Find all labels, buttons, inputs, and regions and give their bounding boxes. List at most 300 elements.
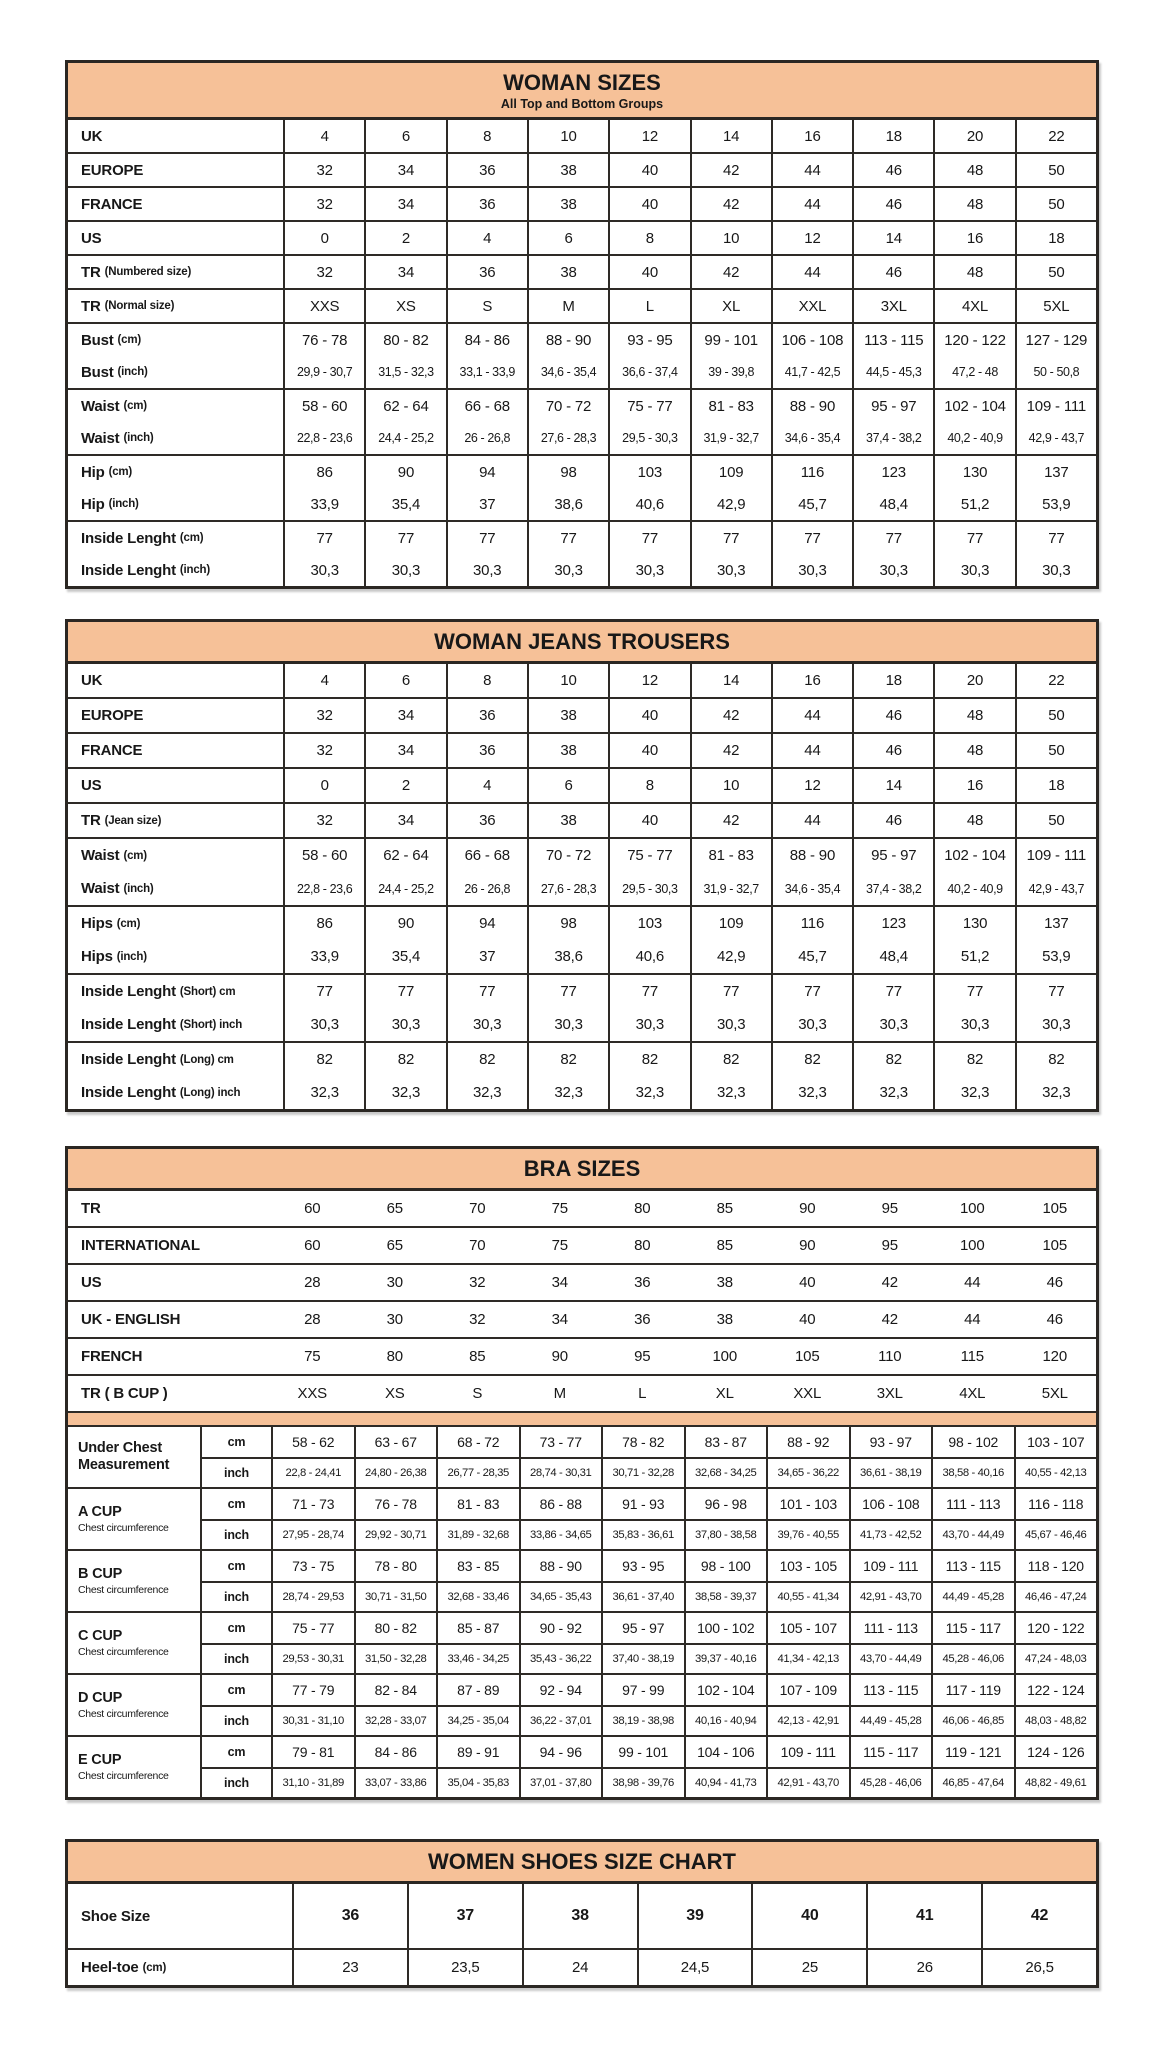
row-label [68,1008,283,1041]
table-row [68,940,1096,973]
row-label [68,256,283,288]
value-cell: 38,6 [527,488,608,520]
row-label-text: Shoe Size [81,1907,151,1925]
value-cell: XL [690,290,771,322]
table-row [68,769,1096,802]
value-cell: 46 [852,804,933,837]
value-cell: 32 [283,188,364,220]
value-cell: 46 [852,154,933,186]
value-cell: 78 - 82 [601,1427,684,1457]
value-cell: 27,95 - 28,74 [271,1519,354,1549]
value-cell: 36 [634,1274,651,1291]
value-cell: 12 [608,664,689,697]
value-cell: 90 [799,1237,816,1254]
row-label [68,356,283,388]
row-label [68,907,283,940]
bra-band-body [68,1191,1096,1411]
value-cell: 24,4 - 25,2 [364,872,445,905]
row-label [68,1675,200,1735]
value-cell: 4XL [959,1385,986,1402]
value-cell: 113 - 115 [849,1675,932,1705]
value-cell: 44 [771,188,852,220]
value-cell: 32,3 [852,1076,933,1109]
row-label [68,1302,271,1337]
value-cell: 46 [852,734,933,767]
value-cell: 53,9 [1015,488,1096,520]
row-label [68,1427,200,1487]
value-cell: 27,6 - 28,3 [527,422,608,454]
value-cell: 39,76 - 40,55 [766,1519,849,1549]
row-label-text: EUROPE [81,161,144,179]
value-cell: 37 [446,940,527,973]
value-cell: 42,13 - 42,91 [766,1705,849,1735]
value-cell: 41 [866,1884,981,1948]
value-cell: 109 - 111 [1015,839,1096,872]
value-cell: 98 [527,907,608,940]
row-label [68,1737,200,1797]
table-header [68,1149,1096,1191]
value-cell: 95 [634,1348,651,1365]
value-cell: 115 [960,1348,984,1365]
unit-cell: inch [200,1767,271,1797]
value-cell: 42 [690,734,771,767]
value-cell: 78 - 80 [354,1551,437,1581]
value-cell: 77 - 79 [271,1675,354,1705]
row-group [68,220,1096,254]
table-row [68,1884,1096,1948]
value-cell: 104 - 106 [684,1737,767,1767]
row-label [68,324,283,356]
value-cell: 37,40 - 38,19 [601,1643,684,1673]
value-cell: 46,46 - 47,24 [1014,1581,1097,1611]
value-cell: 115 - 117 [849,1737,932,1767]
value-cell: 50 [1015,734,1096,767]
value-cell: 77 [690,522,771,554]
value-cell: 46,85 - 47,64 [931,1767,1014,1797]
value-cell: 10 [690,769,771,802]
value-cell: 75 [304,1348,321,1365]
value-cell: 46 [1046,1311,1063,1328]
value-cell: 32 [283,154,364,186]
value-cell: 77 [364,522,445,554]
row-group [68,120,1096,152]
value-cell: 81 - 83 [690,839,771,872]
row-label-sub: Chest circumference [78,1522,169,1535]
value-cell: 60 [304,1200,321,1217]
value-cell: 109 - 111 [849,1551,932,1581]
value-cell: 36,61 - 38,19 [849,1457,932,1487]
value-cell: 32,68 - 34,25 [684,1457,767,1487]
value-cell: 85 - 87 [436,1613,519,1643]
row-group [68,1374,1096,1411]
value-cell: 30,71 - 31,50 [354,1581,437,1611]
value-cell: 100 [960,1237,985,1254]
value-cell: 28,74 - 29,53 [271,1581,354,1611]
row-label-text: Waist [81,397,120,415]
value-cell: 5XL [1041,1385,1068,1402]
value-cell: 66 - 68 [446,390,527,422]
row-label [68,1489,200,1549]
value-cell: 47,24 - 48,03 [1014,1643,1097,1673]
value-cell: 123 [852,456,933,488]
value-cell: 8 [608,769,689,802]
value-cell: 63 - 67 [354,1427,437,1457]
row-label-sub: (Long) inch [179,1086,241,1099]
value-cell: XS [364,290,445,322]
value-cell: 82 - 84 [354,1675,437,1705]
row-label-text: A CUP [78,1503,122,1520]
value-cell: 113 - 115 [852,324,933,356]
value-cell: 4 [283,664,364,697]
value-cell: 58 - 62 [271,1427,354,1457]
value-cell: 120 [1042,1348,1067,1365]
value-cell: 35,04 - 35,83 [436,1767,519,1797]
value-cell: 46 [852,699,933,732]
value-cell: 120 - 122 [1014,1613,1097,1643]
value-cell: 102 - 104 [933,839,1014,872]
table-row [68,1191,1096,1226]
value-cell: 75 [551,1200,568,1217]
row-label-text: E CUP [78,1751,122,1768]
table-row [68,290,1096,322]
table-row [68,734,1096,767]
value-cell: 4 [283,120,364,152]
value-cell: 70 - 72 [527,839,608,872]
value-cell: 122 - 124 [1014,1675,1097,1705]
value-cell: 40 [608,154,689,186]
row-group [68,802,1096,837]
value-cell: 94 [446,907,527,940]
row-group [68,288,1096,322]
value-cell: 18 [852,120,933,152]
value-cell: 44 [771,734,852,767]
value-cell: 40,2 - 40,9 [933,422,1014,454]
value-cell: 42,91 - 43,70 [849,1581,932,1611]
value-cell: 110 [878,1348,902,1365]
value-cell: 42 [690,256,771,288]
value-cell: 31,89 - 32,68 [436,1519,519,1549]
value-cell: 115 - 117 [931,1613,1014,1643]
value-cell: 50 [1015,154,1096,186]
value-cell: 30,3 [852,554,933,586]
row-label-text: Under Chest Measurement [78,1440,170,1473]
value-cell: 80 - 82 [364,324,445,356]
table-title: WOMAN JEANS TROUSERS [434,629,730,654]
row-label [68,488,283,520]
value-cell: 24 [522,1950,637,1985]
value-cell: 6 [364,664,445,697]
value-cell: 6 [527,222,608,254]
value-cell: 123 [852,907,933,940]
value-cell: 77 [608,522,689,554]
row-label-text: Inside Lenght [81,1016,176,1033]
value-cell: 42 [690,154,771,186]
value-cell: 39 [637,1884,752,1948]
row-label-text: Waist [81,880,120,897]
row-label-text: TR [81,297,101,315]
row-label-text: UK [81,127,103,145]
value-cell: 124 - 126 [1014,1737,1097,1767]
bra-cup-body [68,1427,1096,1797]
table-row [68,1228,1096,1263]
value-cell: 50 [1015,804,1096,837]
value-cell: 39 - 39,8 [690,356,771,388]
value-cell: 106 - 108 [849,1489,932,1519]
value-cell: 90 - 92 [519,1613,602,1643]
value-cell: 34 [364,734,445,767]
value-cell: 12 [608,120,689,152]
value-cell: 32,3 [446,1076,527,1109]
value-cell: 88 - 90 [771,390,852,422]
value-cell: 42,91 - 43,70 [766,1767,849,1797]
value-cell: 83 - 87 [684,1427,767,1457]
value-cell: 6 [527,769,608,802]
row-label-text: Inside Lenght [81,983,176,1000]
value-cell: 94 - 96 [519,1737,602,1767]
value-cell: 32,3 [527,1076,608,1109]
value-cell: 77 [852,522,933,554]
value-cell: 82 [608,1043,689,1076]
value-cell: 39,37 - 40,16 [684,1643,767,1673]
table-row [68,256,1096,288]
row-label-text: TR [81,812,101,829]
row-group [68,905,1096,973]
value-cell: 48,03 - 48,82 [1014,1705,1097,1735]
value-cell: 16 [933,222,1014,254]
value-cell: L [638,1385,647,1402]
value-cell: 80 [634,1200,651,1217]
value-cell: 34 [364,256,445,288]
value-cell: 103 - 107 [1014,1427,1097,1457]
value-cell: 40 [751,1884,866,1948]
row-label-text: Hip [81,463,105,481]
row-label-text: FRANCE [81,742,143,759]
value-cell: 36,22 - 37,01 [519,1705,602,1735]
value-cell: 100 [712,1348,737,1365]
value-cell: 4 [446,769,527,802]
value-cell: 111 - 113 [849,1613,932,1643]
value-cell: 80 - 82 [354,1613,437,1643]
value-cell: S [446,290,527,322]
row-label-text: TR [81,263,101,281]
value-cell: 10 [527,664,608,697]
value-cell: 38 [716,1274,733,1291]
value-cell: 22,8 - 23,6 [283,872,364,905]
value-cell: 32,68 - 33,46 [436,1581,519,1611]
value-cell: 90 [364,456,445,488]
table-body [68,664,1096,1109]
row-group [68,520,1096,586]
value-cell: 40,6 [608,940,689,973]
value-cell: XXL [793,1385,822,1402]
value-cell: 51,2 [933,940,1014,973]
value-cell: 99 - 101 [690,324,771,356]
value-cell: 44 [771,256,852,288]
row-label-text: Inside Lenght [81,561,176,579]
value-cell: 44 [964,1311,981,1328]
row-label-sub: (cm) [116,917,141,930]
row-label-sub: (cm) [117,334,142,346]
row-label-text: Waist [81,429,120,447]
value-cell: 26,77 - 28,35 [436,1457,519,1487]
value-cell: 36 [446,256,527,288]
table-row [68,356,1096,388]
value-cell: 35,43 - 36,22 [519,1643,602,1673]
row-label-sub: (cm) [108,466,133,478]
value-cell: 48,4 [852,488,933,520]
value-cell: 37,4 - 38,2 [852,872,933,905]
row-label-sub: (inch) [123,432,154,444]
table-row [68,975,1096,1008]
value-cell: 45,67 - 46,46 [1014,1519,1097,1549]
value-cell: 10 [527,120,608,152]
value-cell: 3XL [852,290,933,322]
row-group [68,767,1096,802]
row-label [68,222,283,254]
value-cell: 76 - 78 [283,324,364,356]
value-cell: 103 - 105 [766,1551,849,1581]
value-cell: XXL [771,290,852,322]
value-cell: 88 - 90 [527,324,608,356]
value-cell: 65 [386,1237,403,1254]
value-cell: 48 [933,699,1014,732]
value-cell: 44,49 - 45,28 [931,1581,1014,1611]
value-cell: 30,3 [933,1008,1014,1041]
value-cell: 48 [933,804,1014,837]
value-cell: 38 [527,699,608,732]
row-group [68,454,1096,520]
value-cell: M [553,1385,566,1402]
row-label [68,188,283,220]
value-cell: 34 [551,1274,568,1291]
row-label [68,290,283,322]
value-cell: 34,6 - 35,4 [527,356,608,388]
value-cell: 109 - 111 [1015,390,1096,422]
value-cell: 90 [364,907,445,940]
row-group [68,1041,1096,1109]
table-row [68,1302,1096,1337]
row-group [68,1611,1096,1673]
value-cell: 103 [608,456,689,488]
row-label [68,1076,283,1109]
value-cell: 93 - 95 [601,1551,684,1581]
value-cell: 82 [690,1043,771,1076]
value-cell: 32,3 [1015,1076,1096,1109]
row-label [68,456,283,488]
value-cell: 24,4 - 25,2 [364,422,445,454]
row-label-sub: (cm) [179,532,204,544]
unit-cell: inch [200,1457,271,1487]
value-cell: 76 - 78 [354,1489,437,1519]
value-cell: 29,92 - 30,71 [354,1519,437,1549]
row-label-sub: (inch) [108,498,139,510]
value-cell: 94 [446,456,527,488]
value-cell: 77 [1015,975,1096,1008]
value-cell: 40 [608,188,689,220]
row-group [68,973,1096,1041]
value-cell: 32,3 [364,1076,445,1109]
row-label-sub: (inch) [179,564,211,576]
value-cell: 37 [407,1884,522,1948]
value-cell: 47,2 - 48 [933,356,1014,388]
value-cell: 20 [933,120,1014,152]
row-label [68,1884,292,1948]
value-cell: 20 [933,664,1014,697]
value-cell: 8 [446,120,527,152]
value-cell: 119 - 121 [931,1737,1014,1767]
row-label-text: TR [81,1200,101,1217]
value-cell: 2 [364,222,445,254]
row-label-sub: (Long) cm [179,1053,234,1066]
value-cell: 127 - 129 [1015,324,1096,356]
value-cell: 30,3 [1015,1008,1096,1041]
value-cell: 44 [964,1274,981,1291]
row-label [68,390,283,422]
value-cell: 95 [881,1237,898,1254]
row-label-sub: (Short) inch [179,1018,243,1031]
value-cell: 38,6 [527,940,608,973]
row-group [68,1673,1096,1735]
table-row [68,120,1096,152]
value-cell: 40,55 - 41,34 [766,1581,849,1611]
value-cell: 32 [283,256,364,288]
value-cell: 48,4 [852,940,933,973]
value-cell: 82 [283,1043,364,1076]
value-cell: 22,8 - 24,41 [271,1457,354,1487]
value-cell: 79 - 81 [271,1737,354,1767]
row-label-text: EUROPE [81,707,144,724]
value-cell: 34,25 - 35,04 [436,1705,519,1735]
value-cell: 38 [527,804,608,837]
value-cell: 34,6 - 35,4 [771,872,852,905]
value-cell: 40,55 - 42,13 [1014,1457,1097,1487]
unit-cell: inch [200,1581,271,1611]
table-row [68,1076,1096,1109]
row-label [68,734,283,767]
value-cell: 30,3 [771,1008,852,1041]
row-label [68,940,283,973]
value-cell: 34 [364,699,445,732]
value-cell: 105 [795,1348,820,1365]
value-cell: 71 - 73 [271,1489,354,1519]
value-cell: 38,58 - 40,16 [931,1457,1014,1487]
value-cell: 77 [446,975,527,1008]
row-label-text: Inside Lenght [81,1051,176,1068]
value-cell: 8 [608,222,689,254]
row-label [68,839,283,872]
value-cell: 34 [551,1311,568,1328]
table-row [68,1339,1096,1374]
value-cell: 60 [304,1237,321,1254]
value-cell: XL [715,1385,734,1402]
value-cell: 90 [551,1348,568,1365]
value-cell: 30,3 [690,1008,771,1041]
value-cell: 40 [799,1311,816,1328]
value-cell: 75 - 77 [608,839,689,872]
table-row [68,422,1096,454]
row-label [68,1043,283,1076]
value-cell: 30,3 [608,554,689,586]
value-cell: 48 [933,256,1014,288]
value-cell: 105 [1042,1200,1067,1217]
value-cell: 33,46 - 34,25 [436,1643,519,1673]
value-cell: M [527,290,608,322]
row-label-text: Bust [81,363,114,381]
value-cell: 30,31 - 31,10 [271,1705,354,1735]
value-cell: 42,9 [690,488,771,520]
table-row [68,839,1096,872]
value-cell: 16 [771,120,852,152]
